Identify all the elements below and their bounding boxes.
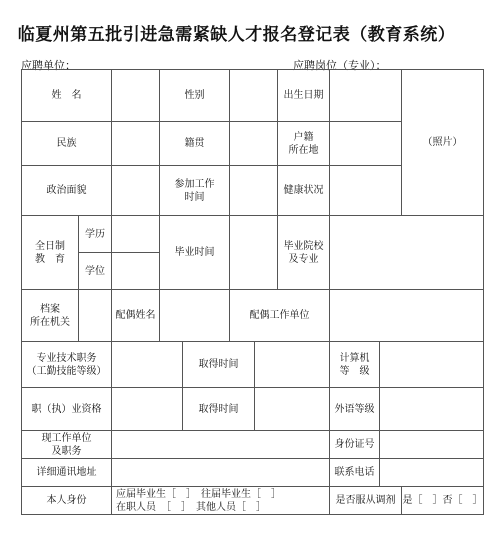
name-label: 姓 名 — [22, 70, 112, 122]
health-field[interactable] — [330, 166, 402, 216]
current-unit-label: 现工作单位 及职务 — [22, 431, 112, 459]
hukou-field[interactable] — [330, 122, 402, 166]
work-start-label: 参加工作 时间 — [160, 166, 230, 216]
native-place-field[interactable] — [230, 122, 278, 166]
practice-qual-field[interactable] — [112, 388, 183, 431]
birth-date-label: 出生日期 — [278, 70, 330, 122]
id-number-field[interactable] — [380, 431, 484, 459]
spouse-unit-field[interactable] — [330, 290, 484, 342]
ethnicity-field[interactable] — [112, 122, 160, 166]
grad-school-label: 毕业院校 及专业 — [278, 216, 330, 290]
tech-title-label: 专业技术职务 （工勤技能等级） — [22, 342, 112, 388]
address-label: 详细通讯地址 — [22, 459, 112, 487]
grad-school-field[interactable] — [330, 216, 484, 290]
fulltime-edu-label: 全日制 教 育 — [22, 216, 79, 290]
obey-transfer-options[interactable]: 是［ ］否［ ］ — [402, 487, 484, 515]
grad-time-field[interactable] — [230, 216, 278, 290]
obtain-time-label-1: 取得时间 — [183, 342, 255, 388]
name-field[interactable] — [112, 70, 160, 122]
identity-options[interactable]: 应届毕业生［ ］ 往届毕业生［ ］ 在职人员 ［ ］ 其他人员［ ］ — [112, 487, 330, 515]
spouse-name-label: 配偶姓名 — [112, 290, 160, 342]
spouse-name-field[interactable] — [160, 290, 230, 342]
foreign-lang-label: 外语等级 — [330, 388, 380, 431]
computer-level-label: 计算机 等 级 — [330, 342, 380, 388]
obtain-time-field-2[interactable] — [255, 388, 330, 431]
practice-qual-label: 职（执）业资格 — [22, 388, 112, 431]
obtain-time-label-2: 取得时间 — [183, 388, 255, 431]
health-label: 健康状况 — [278, 166, 330, 216]
gender-field[interactable] — [230, 70, 278, 122]
tech-title-field[interactable] — [112, 342, 183, 388]
native-place-label: 籍贯 — [160, 122, 230, 166]
degree-field[interactable] — [112, 253, 160, 290]
political-status-label: 政治面貌 — [22, 166, 112, 216]
degree-label: 学位 — [79, 253, 112, 290]
photo-box[interactable]: （照片） — [402, 70, 484, 216]
obey-transfer-label: 是否服从调剂 — [330, 487, 402, 515]
birth-date-field[interactable] — [330, 70, 402, 122]
gender-label: 性别 — [160, 70, 230, 122]
archive-label: 档案 所在机关 — [22, 290, 79, 342]
work-start-field[interactable] — [230, 166, 278, 216]
identity-label: 本人身份 — [22, 487, 112, 515]
form-title: 临夏州第五批引进急需紧缺人才报名登记表（教育系统） — [17, 25, 456, 45]
foreign-lang-field[interactable] — [380, 388, 484, 431]
computer-level-field[interactable] — [380, 342, 484, 388]
hukou-label: 户籍 所在地 — [278, 122, 330, 166]
applying-position-label: 应聘岗位（专业）： — [293, 59, 387, 72]
id-number-label: 身份证号 — [330, 431, 380, 459]
phone-field[interactable] — [380, 459, 484, 487]
degree-level-label: 学历 — [79, 216, 112, 253]
spouse-unit-label: 配偶工作单位 — [230, 290, 330, 342]
archive-field[interactable] — [79, 290, 112, 342]
applying-unit-label: 应聘单位： — [21, 59, 76, 72]
ethnicity-label: 民族 — [22, 122, 112, 166]
phone-label: 联系电话 — [330, 459, 380, 487]
registration-table — [21, 69, 484, 515]
obtain-time-field-1[interactable] — [255, 342, 330, 388]
political-status-field[interactable] — [112, 166, 160, 216]
address-field[interactable] — [112, 459, 330, 487]
grad-time-label: 毕业时间 — [160, 216, 230, 290]
degree-level-field[interactable] — [112, 216, 160, 253]
current-unit-field[interactable] — [112, 431, 330, 459]
